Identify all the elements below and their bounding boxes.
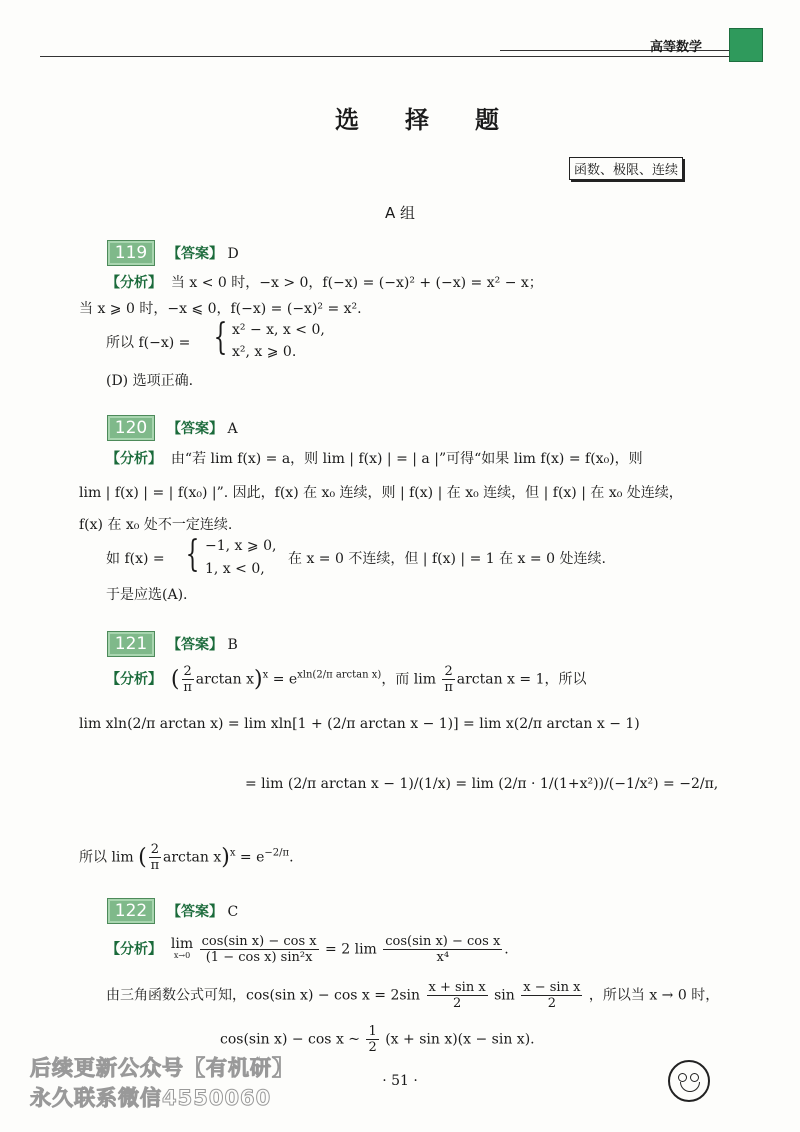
answer-value: B (227, 637, 238, 653)
exponent: −2/π (264, 847, 290, 859)
exponent: xln(2/π arctan x) (297, 669, 382, 681)
analysis-text: 当 x < 0 时，−x > 0，f(−x) = (−x)² + (−x) = x² − x； (170, 275, 543, 291)
denominator: 2 (547, 996, 556, 1011)
analysis-121-line1 (106, 664, 587, 695)
analysis-121-line3 (245, 776, 718, 792)
conclusion-119: (D) 选项正确. (106, 373, 194, 389)
analysis-119-line2: 当 x ⩾ 0 时，−x ⩽ 0，f(−x) = (−x)² = x². (79, 301, 362, 317)
fraction-2-over-pi (182, 664, 194, 695)
header-rule (40, 56, 730, 57)
fraction (366, 1024, 378, 1055)
numerator: x − sin x (523, 980, 581, 995)
fraction (200, 934, 319, 965)
text: (x + sin x)(x − sin x). (385, 1031, 535, 1048)
limit-subscript: x→0 (173, 950, 191, 960)
chapter-tab (729, 28, 763, 62)
example-120-case1: −1, x ⩾ 0, (205, 538, 277, 554)
text: 由三角函数公式可知，cos(sin x) − cos x = 2sin (106, 987, 421, 1004)
denominator: π (150, 858, 160, 873)
text: 所以 lim (79, 849, 134, 866)
answer-label: 【答案】 (167, 421, 223, 437)
example-120-suffix: 在 x = 0 不连续，但 | f(x) | = 1 在 x = 0 处连续. (288, 551, 606, 567)
answer-label: 【答案】 (167, 246, 223, 262)
paren-open: ( (138, 845, 147, 870)
numerator: cos(sin x) − cos x (201, 934, 317, 949)
text: = 2 lim (325, 941, 377, 958)
numerator: 2 (183, 664, 192, 679)
text: sin (494, 987, 515, 1004)
group-title: A 组 (384, 204, 416, 222)
fraction (521, 980, 582, 1011)
answer-label: 【答案】 (167, 904, 223, 920)
denominator: π (183, 680, 192, 695)
analysis-label: 【分析】 (106, 451, 162, 467)
text: . (289, 849, 294, 866)
analysis-120-line2: lim | f(x) | = | f(x₀) |”. 因此，f(x) 在 x₀ 连续，则 | f(x) | 在 x₀ 连续，但 | f(x) | 在 x₀ 处连续， (79, 485, 683, 501)
analysis-122-line3 (220, 1024, 535, 1055)
text: = lim (2/π arctan x − 1)/(1/x) = lim (2/π · 1/(1+x²))/(−1/x²) = −2/π, (245, 776, 719, 792)
text: ，所以当 x → 0 时， (588, 987, 720, 1004)
analysis-122-line2 (106, 980, 719, 1011)
book-title: 高等数学 (650, 40, 703, 55)
numerator: x + sin x (428, 980, 486, 995)
piecewise-119-case2: x², x ⩾ 0. (232, 344, 297, 360)
denominator: x⁴ (436, 950, 450, 965)
denominator: π (444, 680, 453, 695)
analysis-121-line2: lim xln(2/π arctan x) = lim xln[1 + (2/π arctan x − 1)] = lim x(2/π arctan x − 1) (79, 716, 640, 732)
fraction-2-over-pi (442, 664, 454, 695)
analysis-121-line4 (79, 842, 294, 873)
fraction (383, 934, 502, 965)
piecewise-119-case1: x² − x, x < 0, (232, 322, 325, 338)
text: cos(sin x) − cos x ~ (220, 1031, 361, 1048)
watermark-line1: 后续更新公众号【有机研】 (30, 1056, 294, 1080)
equals-e: = e (272, 671, 298, 688)
brace: { (185, 534, 200, 575)
answer-120 (167, 418, 238, 438)
answer-122 (167, 901, 238, 921)
equals-e: = e (239, 849, 265, 866)
analysis-label: 【分析】 (106, 941, 162, 958)
conclusion-120: 于是应选(A). (106, 587, 188, 603)
fraction (427, 980, 488, 1011)
paren-close: ) (221, 845, 230, 870)
piecewise-119-prefix: 所以 f(−x) = (106, 335, 191, 351)
smiley-icon (668, 1060, 710, 1102)
brace: { (213, 317, 228, 358)
question-number-119: 119 (107, 240, 155, 266)
example-120-case2: 1, x < 0, (205, 561, 265, 577)
analysis-119-line1 (106, 272, 543, 292)
analysis-label: 【分析】 (106, 275, 162, 291)
numerator: 2 (150, 842, 160, 857)
watermark-line2: 永久联系微信4550060 (30, 1086, 272, 1110)
exponent: x (262, 669, 269, 681)
analysis-text: 由“若 lim f(x) = a，则 lim | f(x) | = | a |”可得“如果 lim f(x) = f(x₀)，则 (170, 451, 643, 467)
page-number: · 51 · (382, 1073, 418, 1089)
answer-121 (167, 634, 238, 654)
paren-close: ) (254, 667, 263, 692)
numerator: cos(sin x) − cos x (385, 934, 501, 949)
denominator: 2 (368, 1040, 377, 1055)
question-number-122: 122 (107, 898, 155, 924)
question-number-121: 121 (107, 631, 155, 657)
exponent: x (229, 847, 236, 859)
analysis-120-line1 (106, 448, 643, 468)
analysis-label: 【分析】 (106, 671, 162, 688)
text: arctan x = 1，所以 (456, 671, 587, 688)
answer-119 (167, 243, 239, 263)
arctan-term: arctan x (163, 849, 222, 866)
numerator: 1 (368, 1024, 377, 1039)
example-120-prefix: 如 f(x) = (106, 551, 165, 567)
arctan-term: arctan x (195, 671, 254, 688)
lim-text: ，而 lim (381, 671, 436, 688)
answer-value: C (227, 904, 239, 920)
denominator: (1 − cos x) sin²x (205, 950, 313, 965)
fraction-2-over-pi (149, 842, 161, 873)
section-title: 选择题 (335, 105, 545, 134)
answer-value: A (227, 421, 238, 437)
limit: lim x→0 (170, 935, 194, 960)
answer-value: D (227, 246, 239, 262)
denominator: 2 (452, 996, 462, 1011)
answer-label: 【答案】 (167, 637, 223, 653)
paren-open: ( (170, 667, 180, 692)
question-number-120: 120 (107, 415, 155, 441)
analysis-120-line3: f(x) 在 x₀ 处不一定连续. (79, 517, 233, 533)
numerator: 2 (444, 664, 453, 679)
analysis-122-line1: 【分析】 lim x→0 $\frac{\text{cos(sin x) − cos x}}{\text{(1 − cos x) sin²x}}$ = 2 lim $\frac{\text{cos(sin x) − cos x}}{\text{x⁴}}$ . (106, 934, 509, 965)
topic-label: 函数、极限、连续 (569, 157, 683, 180)
